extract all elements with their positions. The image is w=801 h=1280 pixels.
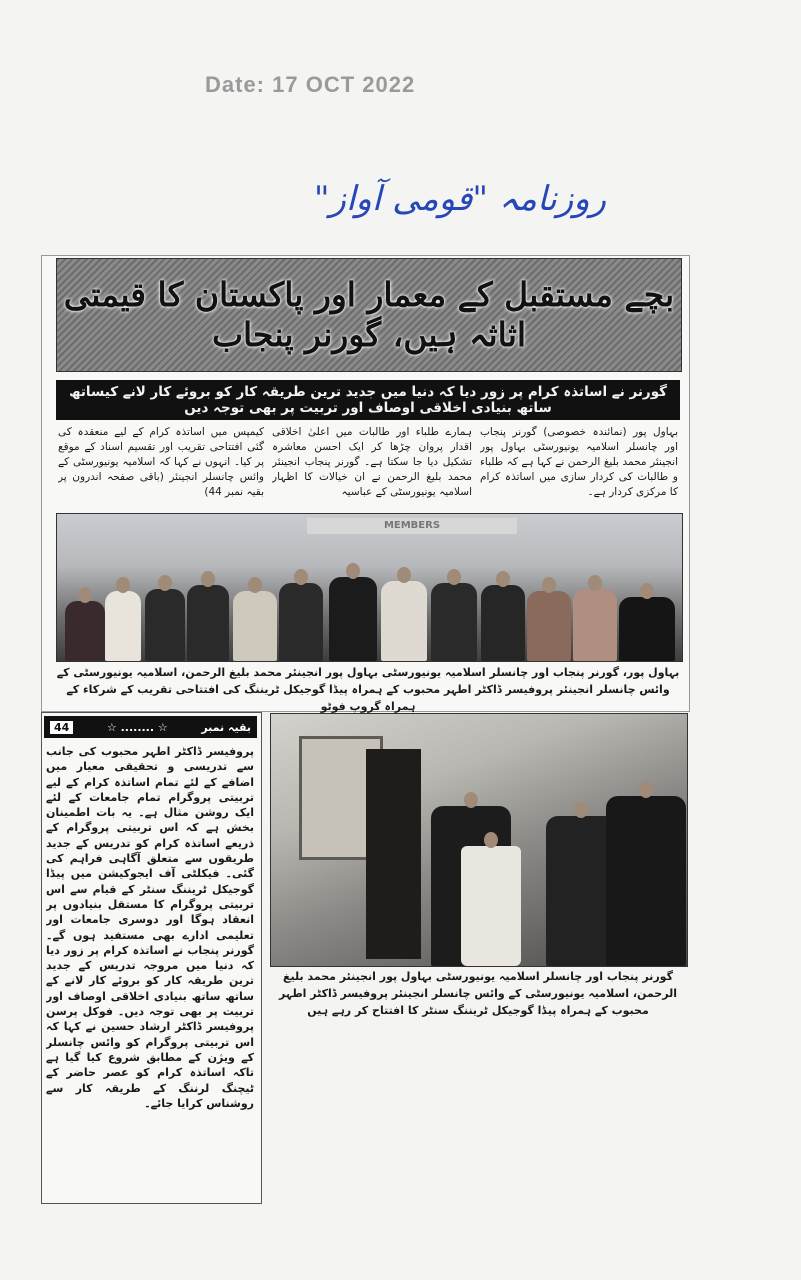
article-column-1: بہاول پور (نمائندہ خصوصی) گورنر پنجاب اور چانسلر اسلامیہ یونیورسٹی بہاول پور انجینئر محمد بلیغ الرحمن نے کہا ہے کہ طلباء و طالبات کی کردار سازی میں اساتذہ کرام کا مرکزی کردار ہے۔ bbox=[480, 426, 678, 498]
newspaper-name: روزنامہ "قومی آواز" bbox=[313, 179, 607, 219]
subheadline: گورنر نے اساتذہ کرام پر زور دیا کہ دنیا میں جدید ترین طریقہ کار کو بروئے کار لانے کیساتھ ساتھ بنیادی اخلاقی اوصاف اور تربیت پر بھی توجہ دیں bbox=[56, 380, 680, 420]
continuation-label: بقیہ نمبر bbox=[201, 720, 251, 734]
continuation-text: پروفیسر ڈاکٹر اطہر محبوب کی جانب سے تدریسی و تحقیقی معیار میں اضافے کے لئے تمام اساتذہ کرام کے لیے تربیتی پروگرام تمام جامعات کے لئے ایک روشن مثال ہے۔ یہ بات اطمینان بخش ہے کہ اس تربیتی پروگرام کے ذریعے اساتذہ کرام کو تدریس کے جدید طریقوں سے متعلق آگاہی فراہم کی گئی۔ فیکلٹی آف ایجوکیشن میں پیڈا گوجیکل ٹریننگ سنٹر کے قیام سے اس تربیتی پروگرام کا مستقل بنیادوں پر انعقاد ہوگا اور دوسری جامعات اور تعلیمی ادارے بھی مستفید ہوں گے۔ گورنر پنجاب نے اساتذہ کرام پر زور دیا کہ دنیا میں مروجہ تدریس کے جدید ترین طریقہ کار کو بروئے کار لانے کے ساتھ ساتھ بنیادی اخلاقی اوصاف اور تربیت پر بھی توجہ دیں۔ فوکل پرسن پروفیسر ڈاکٹر ارشاد حسین نے کہا کہ اس تربیتی پروگرام کو وائس چانسلر کے ویژن کے مطابق شروع کیا گیا ہے تاکہ اساتذہ کرام کو عصر حاضر کے ٹیچنگ لرننگ کے طریقہ کار سے روشناس کرایا جائے۔ bbox=[46, 745, 254, 1110]
star-icon: ☆ ........ ☆ bbox=[106, 720, 168, 734]
continuation-header bbox=[44, 716, 257, 738]
continuation-number: 44 bbox=[50, 721, 73, 734]
group-photo-caption: بہاول پور، گورنر پنجاب اور چانسلر اسلامیہ یونیورسٹی بہاول پور انجینئر محمد بلیغ الرحمن، اسلامیہ یونیورسٹی کے وائس چانسلر انجینئر پروفیسر ڈاکٹر اطہر محبوب کے ہمراہ پیڈا گوجیکل ٹریننگ کی افتتاحی تقریب کے شرکاء کے ہمراہ گروپ فوٹو bbox=[56, 666, 680, 713]
article-column-2: ہمارے طلباء اور طالبات میں اعلیٰ اخلاقی اقدار پروان چڑھا کر ایک احسن معاشرہ تشکیل دیا جا سکتا ہے۔ گورنر پنجاب انجینئر محمد بلیغ الرحمن نے ان خیالات کا اظہار اسلامیہ یونیورسٹی کے عباسیہ bbox=[272, 426, 472, 498]
curtain bbox=[366, 749, 421, 959]
photo-banner: MEMBERS bbox=[307, 518, 517, 534]
article-column-3: کیمپس میں اساتذہ کرام کے لیے منعقدہ کی گئی افتتاحی تقریب اور تقسیم اسناد کے موقع پر کیا۔ انہوں نے کہا کہ اسلامیہ یونیورسٹی کے وائس چانسلر انجینئر (باقی صفحہ اندرون پر بقیہ نمبر 44) bbox=[58, 426, 264, 498]
group-photo bbox=[56, 513, 683, 662]
headline-box bbox=[56, 258, 682, 372]
inauguration-photo bbox=[270, 713, 688, 967]
headline: بچے مستقبل کے معمار اور پاکستان کا قیمتی اثاثہ ہیں، گورنر پنجاب bbox=[63, 275, 675, 354]
inauguration-photo-caption: گورنر پنجاب اور چانسلر اسلامیہ یونیورسٹی بہاول پور انجینئر محمد بلیغ الرحمن، اسلامیہ یونیورسٹی کے وائس چانسلر انجینئر پروفیسر ڈاکٹر اطہر محبوب کے ہمراہ پیڈا گوجیکل ٹریننگ سنٹر کا افتتاح کر رہے ہیں bbox=[279, 970, 677, 1017]
date-stamp: Date: 17 OCT 2022 bbox=[205, 72, 416, 97]
